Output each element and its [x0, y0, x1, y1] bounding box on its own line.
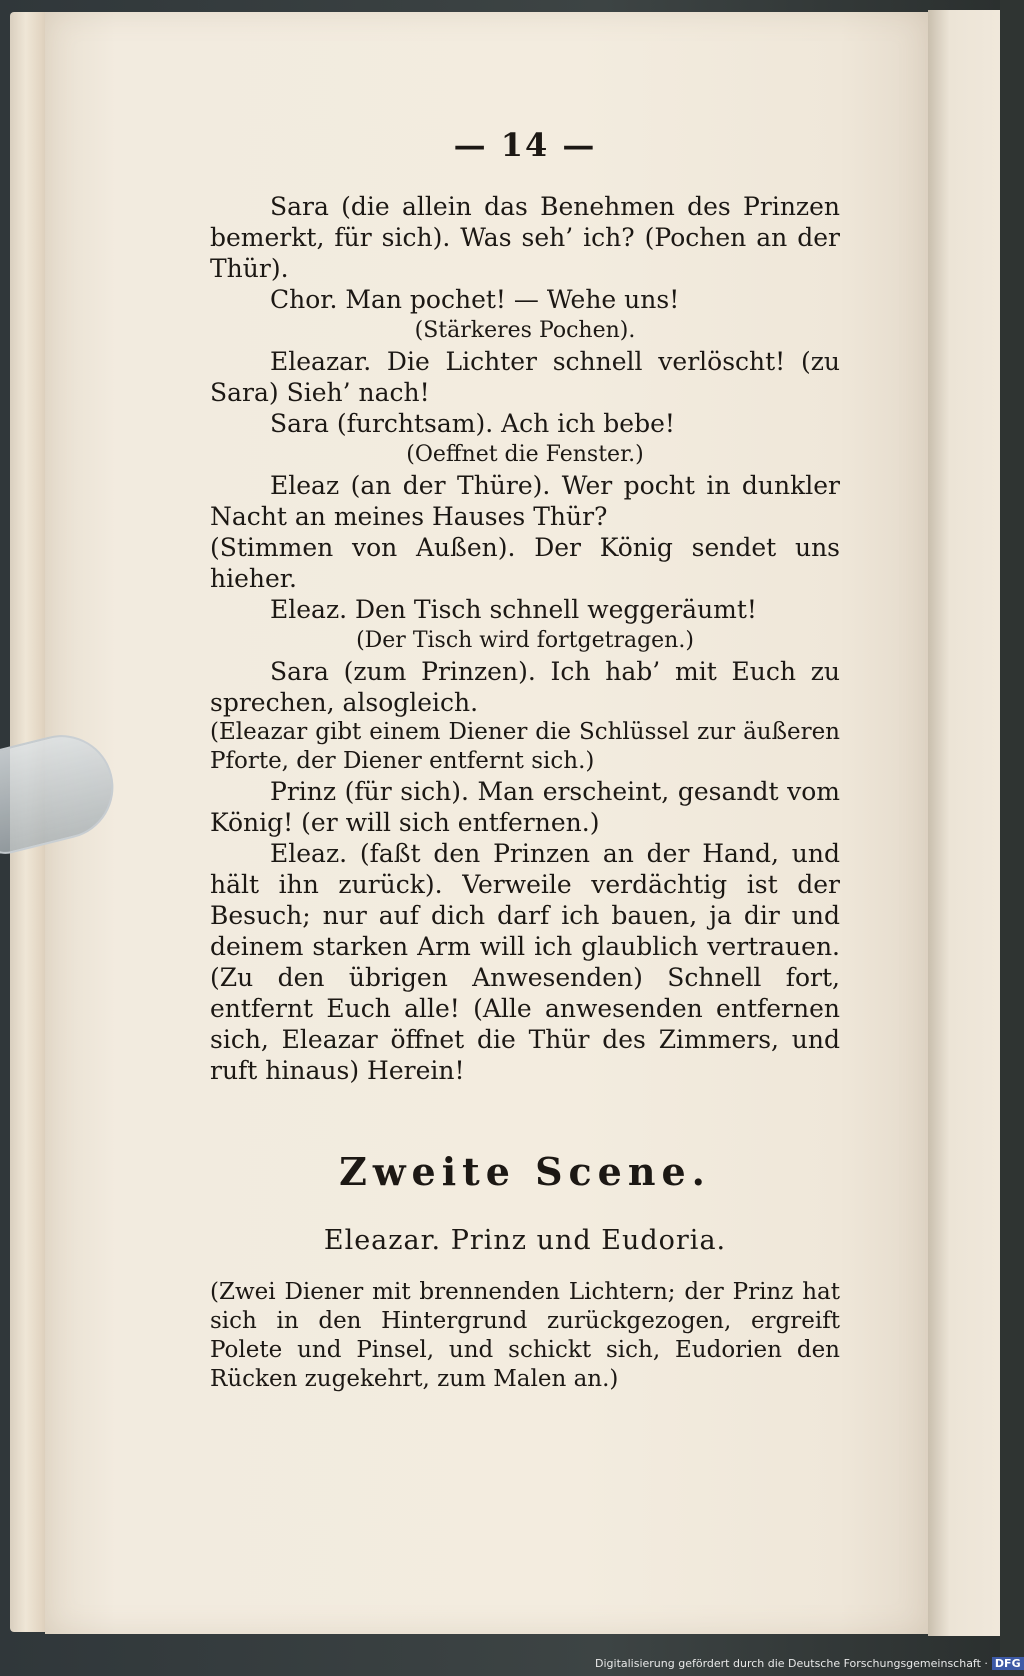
line-eleaz-4: Eleaz. (faßt den Prinzen an der Hand, und hält ihn zurück). Verweile verdächtig ist der Besuch; nur auf dich darf ich bauen, ja dir und deinem starken Arm will ich glaublich vertrauen. (Zu den übrigen Anwesenden) Schnell fort, entfernt Euch alle! (Alle anwesenden entfernen sich, Eleazar öffnet die Thür des Zimmers, und ruft hinaus) Herein! [210, 839, 840, 1085]
line-sara-3: Sara (zum Prinzen). Ich hab’ mit Euch zu sprechen, alsogleich. [210, 657, 840, 717]
stage-direction-schluessel: (Eleazar gibt einem Diener die Schlüssel zur äußeren Pforte, der Diener entfernt sich.) [210, 719, 840, 774]
line-sara-2: Sara (furchtsam). Ach ich bebe! [270, 409, 675, 438]
facing-page-edge [928, 10, 1000, 1636]
dfg-logo: DFG [992, 1657, 1024, 1670]
stage-direction-tisch: (Der Tisch wird fortgetragen.) [356, 628, 694, 653]
line-eleaz-3: Eleaz. Den Tisch schnell weggeräumt! [270, 595, 757, 624]
line-eleaz-2: Eleaz (an der Thüre). Wer pocht in dunkler Nacht an meines Hauses Thür? [210, 471, 840, 531]
page-text [210, 126, 840, 1394]
stage-direction-pochen: (Stärkeres Pochen). [414, 318, 636, 343]
line-sara-1: Sara (die allein das Benehmen des Prinzen bemerkt, für sich). Was seh’ ich? (Pochen an der Thür). [210, 192, 840, 283]
line-chor: Chor. Man pochet! — Wehe uns! [270, 285, 680, 314]
stage-direction-fenster: (Oeffnet die Fenster.) [406, 442, 644, 467]
page-number: — 14 — [453, 126, 597, 164]
scene-stage-direction: (Zwei Diener mit brennenden Lichtern; der Prinz hat sich in den Hintergrund zurückgezogen, ergreift Polete und Pinsel, und schickt sich, Eudorien den Rücken zugekehrt, zum Malen an.) [210, 1279, 840, 1392]
footer-text: Digitalisierung gefördert durch die Deutsche Forschungsgemeinschaft · [595, 1657, 988, 1670]
digitization-footer [595, 1657, 1021, 1673]
scene-heading: Zweite Scene. [339, 1149, 711, 1194]
line-prinz: Prinz (für sich). Man erscheint, gesandt vom König! (er will sich entfernen.) [210, 777, 840, 837]
scene-cast: Eleazar. Prinz und Eudoria. [323, 1225, 727, 1256]
line-eleazar-1: Eleazar. Die Lichter schnell verlöscht! (zu Sara) Sieh’ nach! [210, 347, 840, 407]
line-stimmen: (Stimmen von Außen). Der König sendet uns hieher. [210, 533, 840, 593]
